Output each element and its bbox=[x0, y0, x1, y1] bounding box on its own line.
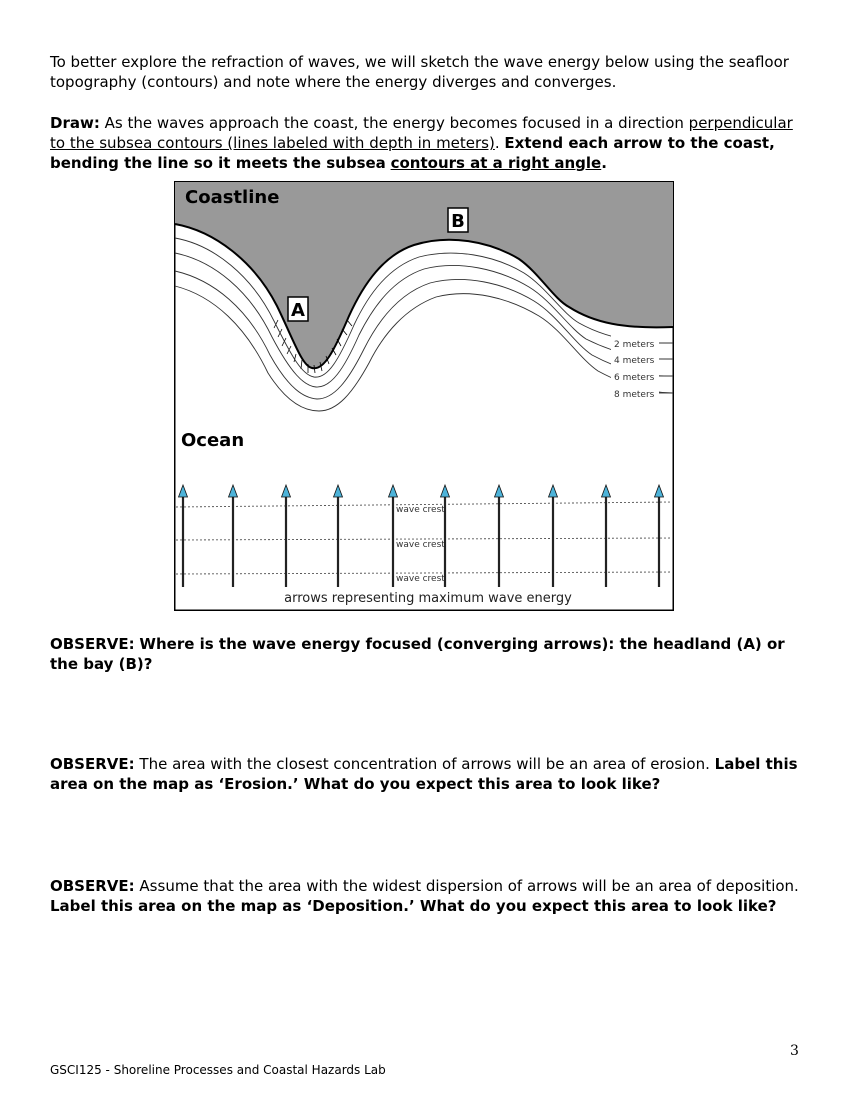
draw-end: . bbox=[601, 154, 607, 172]
observe-1-question: Where is the wave energy focused (converging arrows): the headland (A) or the bay (B)? bbox=[50, 635, 785, 673]
contour-label-2m: 2 meters bbox=[614, 340, 655, 350]
contour-label-8m: 8 meters bbox=[614, 390, 655, 400]
observe-1 bbox=[50, 634, 810, 674]
contour-labels bbox=[611, 335, 659, 400]
label-a: A bbox=[291, 300, 305, 321]
wave-refraction-map bbox=[174, 181, 674, 611]
contour-label-6m: 6 meters bbox=[614, 373, 655, 383]
wave-crest-label-1: wave crest bbox=[396, 505, 445, 515]
coastline-label: Coastline bbox=[185, 187, 280, 208]
observe-3-text: Assume that the area with the widest dispersion of arrows will be an area of deposition. bbox=[139, 877, 799, 895]
draw-instructions bbox=[50, 113, 810, 173]
observe-2-text: The area with the closest concentration of arrows will be an area of erosion. bbox=[139, 755, 710, 773]
observe-2-bold: Label this area on the map as ‘Erosion.’ What do you expect this area to look like? bbox=[50, 755, 798, 793]
observe-2-label: OBSERVE: bbox=[50, 755, 135, 773]
observe-2 bbox=[50, 754, 810, 794]
draw-text: As the waves approach the coast, the energy becomes focused in a direction bbox=[104, 114, 684, 132]
page-number: 3 bbox=[790, 1043, 799, 1059]
wave-crest-label-2: wave crest bbox=[396, 540, 445, 550]
observe-3 bbox=[50, 876, 810, 916]
footer: GSCI125 - Shoreline Processes and Coastal Hazards Lab bbox=[50, 1063, 386, 1077]
ocean-label: Ocean bbox=[181, 430, 245, 451]
observe-3-bold: Label this area on the map as ‘Deposition.’ What do you expect this area to look like? bbox=[50, 897, 777, 915]
draw-period: . bbox=[494, 134, 500, 152]
intro-paragraph: To better explore the refraction of waves, we will sketch the wave energy below using the seafloor topography (contours) and note where the energy diverges and converges. bbox=[50, 53, 789, 91]
label-b: B bbox=[451, 211, 465, 232]
draw-bold-text: Extend each arrow to the coast, bending the line so it meets the subsea bbox=[50, 134, 775, 172]
observe-1-label: OBSERVE: bbox=[50, 635, 135, 653]
wave-crest-label-3: wave crest bbox=[396, 574, 445, 584]
observe-3-label: OBSERVE: bbox=[50, 877, 135, 895]
contour-label-4m: 4 meters bbox=[614, 356, 655, 366]
draw-right-angle-text: contours at a right angle bbox=[390, 154, 602, 172]
draw-label: Draw: bbox=[50, 114, 100, 132]
draw-underlined-text: perpendicular to the subsea contours (lines labeled with depth in meters) bbox=[50, 114, 793, 152]
figure-caption: arrows representing maximum wave energy bbox=[284, 591, 572, 606]
